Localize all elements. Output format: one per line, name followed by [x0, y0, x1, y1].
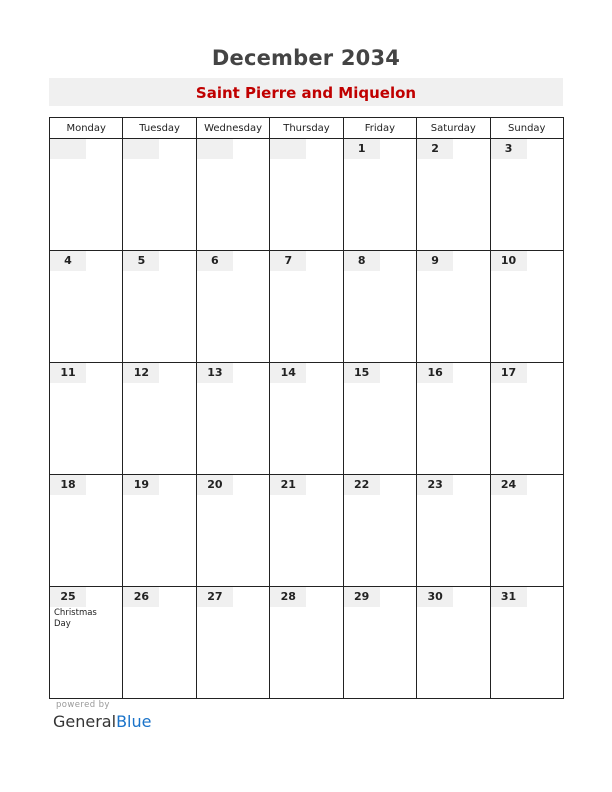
day-number: 23 — [417, 475, 453, 495]
day-cell — [490, 363, 563, 475]
day-cell — [270, 475, 343, 587]
day-cell — [50, 363, 123, 475]
day-number: 16 — [417, 363, 453, 383]
weekday-header-row — [50, 118, 564, 139]
day-cell — [417, 251, 490, 363]
day-cell — [490, 251, 563, 363]
day-number: 5 — [123, 251, 159, 271]
day-cell — [270, 139, 343, 251]
calendar-title: December 2034 — [211, 46, 401, 70]
day-number: 15 — [344, 363, 380, 383]
brand-blue: Blue — [116, 712, 152, 731]
brand-logo[interactable] — [53, 712, 151, 731]
weekday-header: Sunday — [490, 118, 563, 139]
day-cell — [270, 587, 343, 699]
weekday-header: Friday — [343, 118, 416, 139]
day-cell — [123, 587, 196, 699]
day-number: 22 — [344, 475, 380, 495]
day-number — [270, 139, 306, 159]
day-number — [197, 139, 233, 159]
weekday-header: Monday — [50, 118, 123, 139]
day-cell — [123, 139, 196, 251]
weekday-header: Tuesday — [123, 118, 196, 139]
day-cell — [123, 251, 196, 363]
region-name: Saint Pierre and Miquelon — [195, 84, 417, 102]
calendar-grid — [49, 117, 564, 699]
day-number: 29 — [344, 587, 380, 607]
week-row — [50, 251, 564, 363]
day-cell — [123, 363, 196, 475]
day-cell — [417, 363, 490, 475]
day-number: 28 — [270, 587, 306, 607]
day-number — [50, 139, 86, 159]
day-cell — [417, 475, 490, 587]
day-cell — [50, 251, 123, 363]
day-cell — [343, 587, 416, 699]
day-number: 18 — [50, 475, 86, 495]
day-cell — [490, 587, 563, 699]
day-cell — [343, 251, 416, 363]
day-number: 1 — [344, 139, 380, 159]
day-number: 3 — [491, 139, 527, 159]
day-number: 14 — [270, 363, 306, 383]
day-cell — [196, 251, 269, 363]
week-row — [50, 475, 564, 587]
weekday-header: Saturday — [417, 118, 490, 139]
day-number: 21 — [270, 475, 306, 495]
day-cell — [50, 139, 123, 251]
holiday-note: Christmas Day — [54, 608, 97, 629]
day-number: 13 — [197, 363, 233, 383]
day-number: 7 — [270, 251, 306, 271]
day-cell — [123, 475, 196, 587]
day-number: 25 — [50, 587, 86, 607]
day-number: 19 — [123, 475, 159, 495]
day-number: 24 — [491, 475, 527, 495]
day-number: 6 — [197, 251, 233, 271]
day-number: 2 — [417, 139, 453, 159]
day-number: 8 — [344, 251, 380, 271]
day-number: 9 — [417, 251, 453, 271]
day-cell — [417, 587, 490, 699]
week-row — [50, 363, 564, 475]
day-cell — [417, 139, 490, 251]
day-cell — [196, 475, 269, 587]
day-cell — [343, 139, 416, 251]
day-number: 4 — [50, 251, 86, 271]
weekday-header: Thursday — [270, 118, 343, 139]
weekday-header: Wednesday — [196, 118, 269, 139]
region-banner — [49, 78, 563, 106]
day-cell — [50, 587, 123, 699]
day-cell — [343, 475, 416, 587]
day-cell — [343, 363, 416, 475]
day-number — [123, 139, 159, 159]
day-cell — [490, 475, 563, 587]
day-number: 31 — [491, 587, 527, 607]
day-cell — [196, 587, 269, 699]
day-number: 12 — [123, 363, 159, 383]
day-number: 27 — [197, 587, 233, 607]
day-cell — [196, 139, 269, 251]
day-cell — [50, 475, 123, 587]
day-cell — [196, 363, 269, 475]
day-number: 11 — [50, 363, 86, 383]
day-cell — [270, 251, 343, 363]
day-number: 26 — [123, 587, 159, 607]
powered-by-label: powered by — [56, 700, 110, 710]
week-row — [50, 587, 564, 699]
day-number: 10 — [491, 251, 527, 271]
week-row — [50, 139, 564, 251]
day-number: 20 — [197, 475, 233, 495]
brand-general: General — [53, 712, 117, 731]
day-cell — [490, 139, 563, 251]
day-number: 30 — [417, 587, 453, 607]
day-number: 17 — [491, 363, 527, 383]
day-cell — [270, 363, 343, 475]
